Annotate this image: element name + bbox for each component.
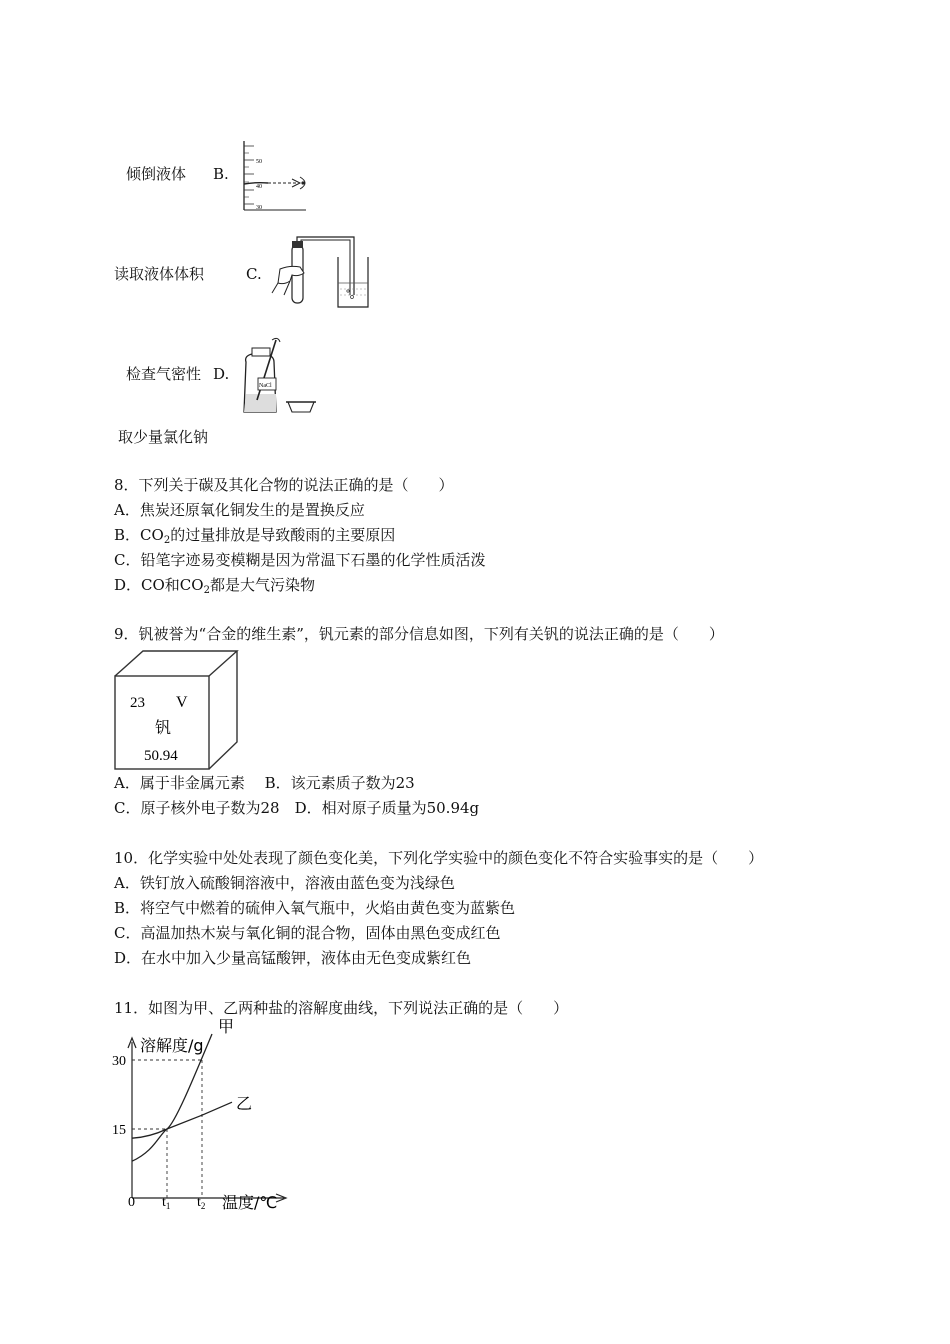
question-9-options <box>114 771 479 821</box>
series-jia-label: 甲 <box>218 1017 235 1036</box>
series-yi-label: 乙 <box>236 1094 253 1114</box>
option-c-letter: C. <box>246 265 262 283</box>
y-axis-label: 溶解度/g <box>140 1036 204 1055</box>
question-9-stem: 9．钒被誉为“合金的维生素”，钒元素的部分信息如图，下列有关钒的说法正确的是（ ） <box>114 625 724 643</box>
element-atomic-mass: 50.94 <box>144 748 178 764</box>
question-8-option-d: D．CO和$CO_2$都是大气污染物 <box>114 576 315 596</box>
question-11-stem: 11．如图为甲、乙两种盐的溶解度曲线，下列说法正确的是（ ） <box>114 999 569 1017</box>
question-10-option-b: B．将空气中燃着的硫伸入氧气瓶中，火焰由黄色变为蓝紫色 <box>114 899 516 917</box>
element-name: 钒 <box>155 718 172 737</box>
origin-label: 0 <box>128 1195 135 1210</box>
question-9-options-cd: C．原子核外电子数为28 D．相对原子质量为50.94g <box>114 799 480 817</box>
option-c-label: 检查气密性 <box>126 365 202 383</box>
x-axis-label: 温度/℃ <box>222 1193 278 1212</box>
question-8-option-c: C．铅笔字迹易变模糊是因为常温下石墨的化学性质活泼 <box>114 551 486 569</box>
airtightness-check-figure <box>270 235 370 311</box>
y-tick-label: 30 <box>112 1054 126 1069</box>
cylinder-tick-label: 30 <box>256 205 262 211</box>
x-tick-label: $t_2$ <box>197 1195 206 1211</box>
question-10-stem: 10．化学实验中处处表现了颜色变化美，下列化学实验中的颜色变化不符合实验事实的是（ ） <box>114 849 764 867</box>
question-8 <box>114 473 485 598</box>
solubility-chart <box>108 1017 298 1213</box>
option-b-letter: B. <box>213 165 229 183</box>
question-9-options-ab: A．属于非金属元素 B．该元素质子数为23 <box>114 774 415 792</box>
question-9 <box>114 622 724 647</box>
series-yi-line <box>132 1102 232 1138</box>
y-tick-label: 15 <box>112 1123 126 1138</box>
x-tick-label: $t_1$ <box>162 1195 171 1211</box>
element-card-figure <box>114 650 240 770</box>
cylinder-tick-label: 40 <box>256 184 262 190</box>
option-d-label: 取少量氯化钠 <box>118 428 209 446</box>
option-a-label: 倾倒液体 <box>126 165 187 183</box>
question-10-option-d: D．在水中加入少量高锰酸钾，液体由无色变成紫红色 <box>114 949 472 967</box>
element-symbol: V <box>176 694 188 711</box>
cylinder-tick-label: 50 <box>256 159 262 165</box>
element-atomic-number: 23 <box>130 695 145 711</box>
question-10 <box>114 846 763 971</box>
graduated-cylinder-figure <box>238 138 318 214</box>
question-10-option-c: C．高温加热木炭与氧化铜的混合物，固体由黑色变成红色 <box>114 924 501 942</box>
question-8-stem: 8．下列关于碳及其化合物的说法正确的是（ ） <box>114 476 454 494</box>
question-11 <box>114 996 568 1021</box>
option-b-label: 读取液体体积 <box>114 265 205 283</box>
question-10-option-a: A．铁钉放入硫酸铜溶液中，溶液由蓝色变为浅绿色 <box>114 874 455 892</box>
reagent-bottle-figure <box>238 336 328 418</box>
question-8-option-b: B．$CO_2$的过量排放是导致酸雨的主要原因 <box>114 526 396 546</box>
jar-label: NaCl <box>259 383 272 389</box>
question-8-option-a: A．焦炭还原氧化铜发生的是置换反应 <box>114 501 365 519</box>
option-d-letter: D. <box>213 365 230 383</box>
